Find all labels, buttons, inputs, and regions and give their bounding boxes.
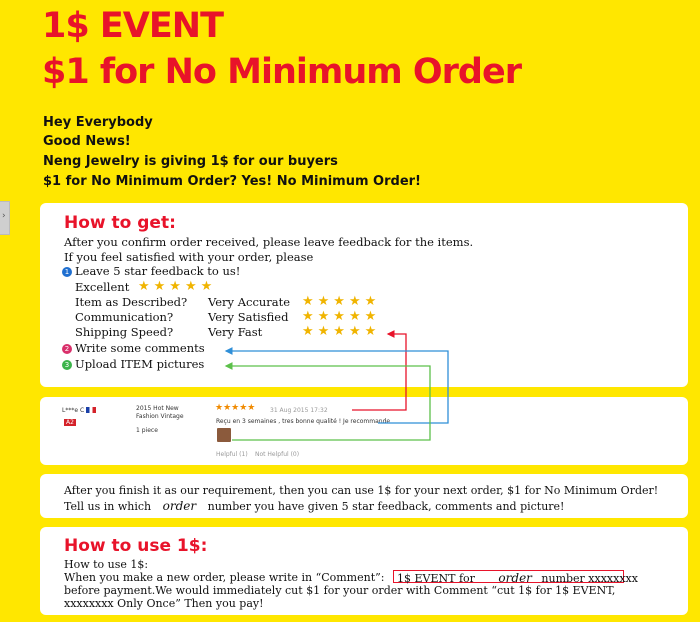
next-order-text: After you finish it as our requirement, then you can use 1$ for your next order, $1 for No Minimum Order! xyxy=(64,484,659,497)
chevron-right-icon: › xyxy=(2,211,6,221)
star-rating-icon: ★★★★★ xyxy=(302,309,381,324)
how-to-use-text: How to use 1$: xyxy=(64,558,149,571)
rating-value: Very Satisfied xyxy=(208,310,289,324)
step-2 xyxy=(62,341,205,355)
intro-line: Hey Everybody xyxy=(43,115,153,130)
product-name: 2015 Hot New xyxy=(136,405,179,412)
rating-value: Very Accurate xyxy=(208,295,291,309)
step-1-text: Leave 5 star feedback to us! xyxy=(75,264,241,278)
france-flag-icon xyxy=(86,407,96,413)
rating-label: Communication? xyxy=(75,310,174,324)
step-3-text: Upload ITEM pictures xyxy=(75,357,205,371)
star-rating-icon: ★★★★★ xyxy=(302,294,381,309)
not-helpful-link[interactable]: Not Helpful (0) xyxy=(255,451,300,458)
product-quantity: 1 piece xyxy=(136,427,158,434)
step-number-badge: 3 xyxy=(62,360,72,370)
buyer-name: L***e C xyxy=(62,407,96,414)
event-title: 1$ EVENT xyxy=(42,6,223,46)
how-to-use-text: When you make a new order, please write in “Comment”: xyxy=(64,571,385,584)
feedback-comment: Reçu en 3 semaines , tres bonne qualité ! Je recommande xyxy=(216,418,391,425)
star-rating-icon: ★★★★★ xyxy=(138,279,217,294)
rating-label: Shipping Speed? xyxy=(75,325,174,339)
comment-template-text: 1$ EVENT for order number xxxxxxxx xyxy=(397,571,638,585)
event-subtitle: $1 for No Minimum Order xyxy=(42,52,521,92)
intro-line: Neng Jewelry is giving 1$ for our buyers xyxy=(43,154,338,169)
how-to-use-text: before payment.We would immediately cut $1 for your order with Comment “cut 1$ for 1$ EVENT, xyxy=(64,584,616,597)
intro-line: $1 for No Minimum Order? Yes! No Minimum Order! xyxy=(43,174,421,189)
step-2-text: Write some comments xyxy=(75,341,205,355)
step-3 xyxy=(62,357,204,371)
how-to-use-heading: How to use 1$: xyxy=(64,536,208,556)
product-name: Fashion Vintage xyxy=(136,413,184,420)
side-expand-tab[interactable] xyxy=(0,201,10,235)
step-number-badge: 1 xyxy=(62,267,72,277)
order-word: order xyxy=(162,499,197,513)
how-to-use-card xyxy=(40,527,688,615)
next-order-card xyxy=(40,474,688,518)
step-number-badge: 2 xyxy=(62,344,72,354)
next-order-text: Tell us in which order number you have given 5 star feedback, comments and picture! xyxy=(64,499,565,513)
how-to-get-text: If you feel satisfied with your order, please xyxy=(64,250,314,264)
star-rating-icon: ★★★★★ xyxy=(302,324,381,339)
rating-label: Excellent xyxy=(75,280,130,294)
how-to-get-heading: How to get: xyxy=(64,213,176,233)
rating-label: Item as Described? xyxy=(75,295,188,309)
feedback-date: 31 Aug 2015 17:32 xyxy=(270,407,328,414)
rating-value: Very Fast xyxy=(208,325,263,339)
buyer-level-badge: A2 xyxy=(66,419,74,426)
step-1 xyxy=(62,264,240,278)
intro-line: Good News! xyxy=(43,134,131,149)
how-to-get-text: After you confirm order received, please leave feedback for the items. xyxy=(64,235,474,249)
feedback-stars-icon: ★★★★★ xyxy=(215,403,256,413)
order-word: order xyxy=(498,571,532,585)
feedback-example-card xyxy=(40,397,688,465)
how-to-get-card xyxy=(40,203,688,387)
helpful-link[interactable]: Helpful (1) xyxy=(216,451,248,458)
how-to-use-text: xxxxxxxx Only Once” Then you pay! xyxy=(64,597,264,610)
feedback-photo-thumbnail[interactable] xyxy=(217,428,231,442)
